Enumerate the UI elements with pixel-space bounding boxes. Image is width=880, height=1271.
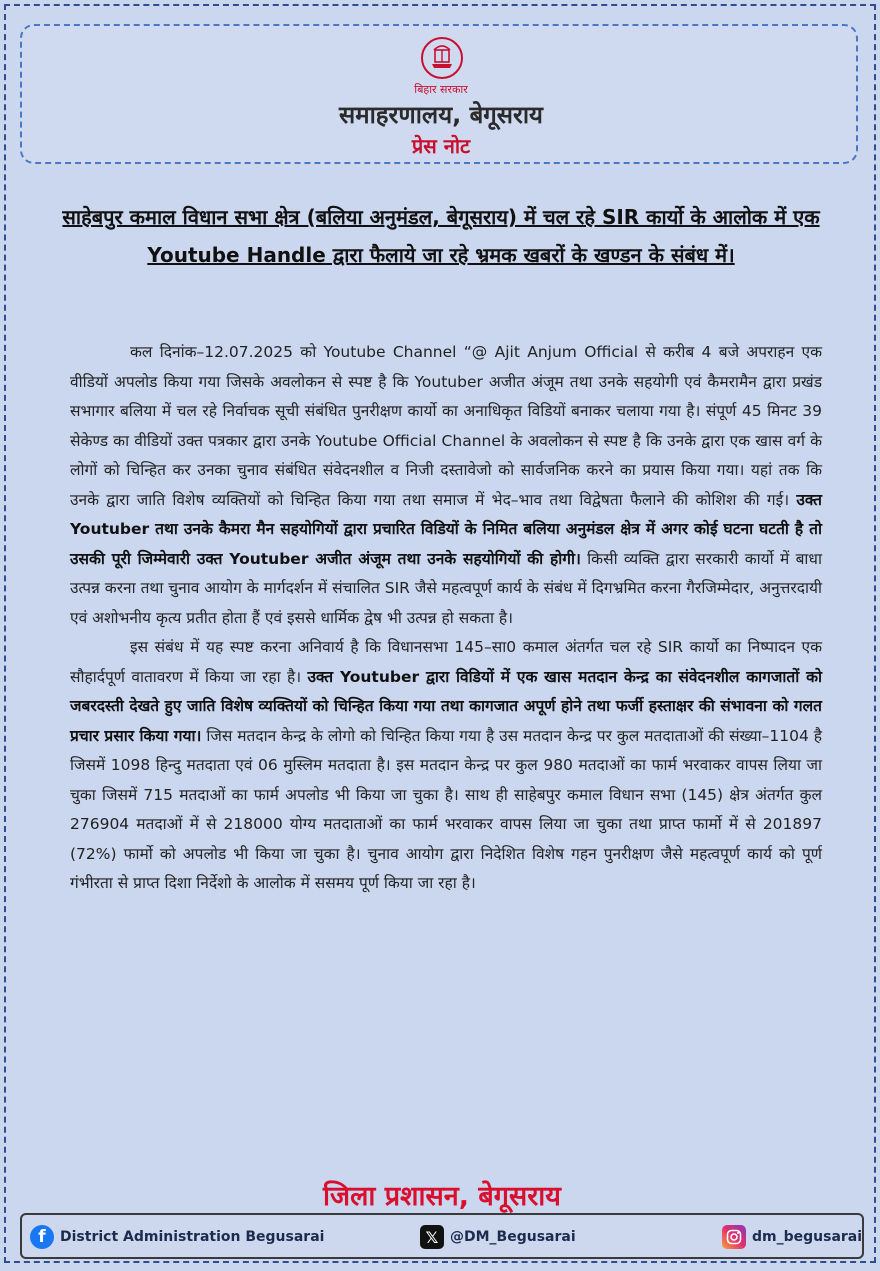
office-name: समाहरणालय, बेगूसराय [339,101,543,129]
bihar-emblem-icon [420,36,464,80]
paragraph-2-text-a: इस संबंध में यह स्पष्ट करना अनिवार्य है कि विधानसभा 145–सा0 कमाल अंतर्गत चल रहे SIR कार्यो का निष्पादन एक सौहार्दपूर्ण वातावरण में किया जा रहा है। [70,638,822,686]
instagram-link[interactable] [722,1224,862,1250]
x-icon: 𝕏 [420,1225,444,1249]
press-note-heading: प्रेस नोट [411,134,471,158]
x-link[interactable] [420,1224,576,1250]
paragraph-1 [70,338,822,633]
facebook-icon: f [30,1225,54,1249]
paragraph-1-text-b: किसी व्यक्ति द्वारा सरकारी कार्यो में बाधा उत्पन्न करना तथा चुनाव आयोग के मार्गदर्शन में संचालित SIR जैसे महत्वपूर्ण कार्य के संबंध में दिगभ्रमित करना गैरजिम्मेदार, अनुत्तरदायी एवं अशोभनीय कृत्य प्रतीत होता हैं एवं इससे धार्मिक द्वेष भी उत्पन्न हो सकता है। [70,549,822,627]
press-note-page [4,4,876,1263]
social-footer [20,1213,864,1259]
paragraph-1-text-a: कल दिनांक–12.07.2025 को Youtube Channel “@ Ajit Anjum Official से करीब 4 बजे अपराहन एक वीडियों अपलोड किया गया जिसके अवलोकन से स्पष्ट है कि Youtuber अजीत अंजूम तथा उनके सहयोगी एवं कैमरामैन द्वारा प्रखंड सभागार बलिया में चल रहे निर्वाचक सूची संबंधित पुनरीक्षण कार्यो का अनाधिकृत विडियों बनाकर चलाया गया है। संपूर्ण 45 मिनट 39 सेकेण्ड का वीडियों उक्त पत्रकार द्वारा उनके Youtube Official Channel के अवलोकन से स्पष्ट है कि उनके द्वारा एक खास वर्ग के लोगों को चिन्हित कर उनका चुनाव संबंधित संवेदनशील व निजी दस्तावेजो को सार्वजनिक करने का प्रयास किया गया। यहां तक कि उनके द्वारा जाति विशेष व्यक्तियों को चिन्हित किया गया तथा समाज में भेद–भाव तथा विद्वेषता फैलाने की कोशिश की गई। [70,343,822,509]
press-note-body [70,338,822,899]
letterhead [20,24,858,164]
subject-heading: साहेबपुर कमाल विधान सभा क्षेत्र (बलिया अनुमंडल, बेगूसराय) में चल रहे SIR कार्यो के आलोक में एक Youtube Handle द्वारा फैलाये जा रहे भ्रमक खबरों के खण्डन के संबंध में। [62,205,820,267]
emblem-label: बिहार सरकार [414,83,468,96]
paragraph-1-bold: उक्त Youtuber तथा उनके कैमरा मैन सहयोगियों द्वारा प्रचारित विडियों के निमित बलिया अनुमंडल क्षेत्र में अगर कोई घटना घटती है तो उसकी पूरी जिम्मेवारी उक्त Youtuber अजीत अंजूम तथा उनके सहयोगियों की होगी। [70,490,822,568]
paragraph-2 [70,633,822,899]
facebook-handle: District Administration Begusarai [60,1229,325,1245]
facebook-link[interactable] [30,1224,324,1250]
paragraph-2-text-b: जिस मतदान केन्द्र के लोगो को चिन्हित किया गया है उस मतदान केन्द्र पर कुल मतदाताओं की संख्या–1104 है जिसमें 1098 हिन्दु मतदाता एवं 06 मुस्लिम मतदाता है। इस मतदान केन्द्र पर कुल 980 मतदाओं का फार्म भरवाकर वापस लिया जा चुका जिसमें 715 मतदाओं का फार्म अपलोड भी किया जा चुका है। साथ ही साहेबपुर कमाल विधान सभा (145) क्षेत्र अंतर्गत कुल 276904 मतदाओं में से 218000 योग्य मतदाताओं का फार्म भरवाकर वापस लिया जा चुका तथा प्राप्त फार्मो में से 201897 (72%) फार्मो को अपलोड भी किया जा चुका है। चुनाव आयोग द्वारा निदेशित विशेष गहन पुनरीक्षण जैसे महत्वपूर्ण कार्य को पूर्ण गंभीरता से प्राप्त दिशा निर्देशो के आलोक में ससमय पूर्ण किया जा रहा है। [70,726,822,892]
x-handle: @DM_Begusarai [450,1229,576,1245]
signature: जिला प्रशासन, बेगूसराय [323,1181,561,1212]
paragraph-2-bold: उक्त Youtuber द्वारा विडियों में एक खास मतदान केन्द्र का संवेदनशील कागजातों को जबरदस्ती देखते हुए जाति विशेष व्यक्तियों को चिन्हित किया गया तथा कागजात अपूर्ण होने तथा फर्जी हस्ताक्षर की संभावना को गलत प्रचार प्रसार किया गया। [70,667,822,745]
instagram-handle: dm_begusarai [752,1229,863,1245]
instagram-icon [722,1225,746,1249]
